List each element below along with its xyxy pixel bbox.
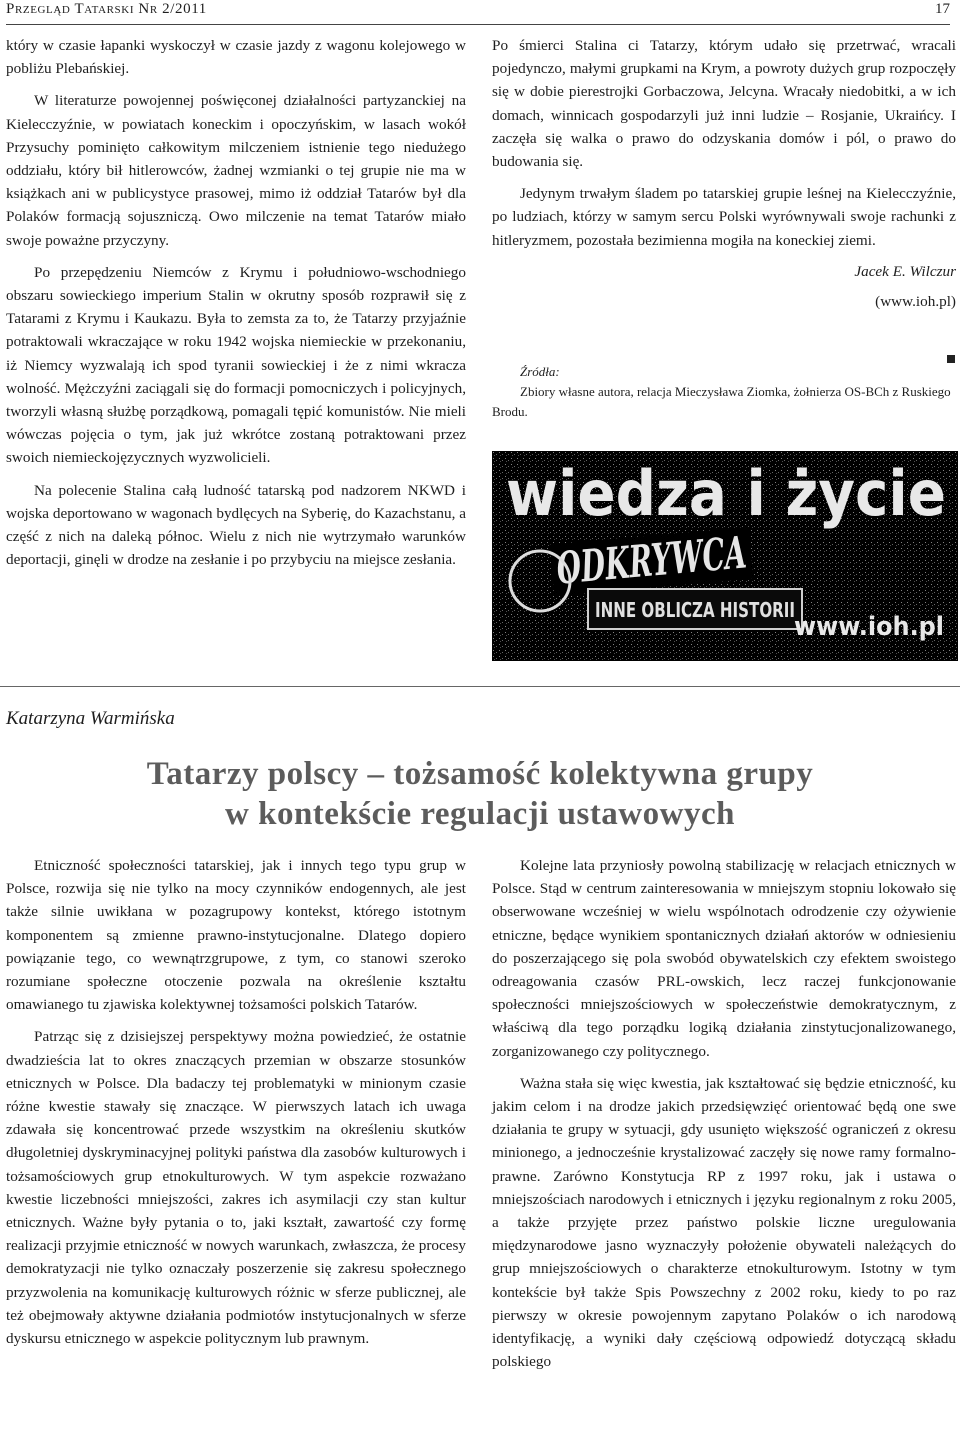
paragraph: Po przepędzeniu Niemców z Krymu i południowo-wschodniego obszaru sowieckiego imperium Stalin w okrutny sposób rozprawił się z Tatarami z Krymu i Kaukazu. Była to zemsta za to, że Tatarzy przyjaźnie potraktowali wkraczające w roku 1942 wojska niemieckie w przekonaniu, iż Niemcy wyzwalają ich spod tyranii sowieckiej i że z nimi wkracza wolność. Mężczyźni zaciągali się do formacji pomocniczych i policyjnych, tworzyli własną służbę porządkową, pomagali tępić komunistów. Nie mieli wówczas pojęcia o tym, jak już wkrótce zostaną potraktowani przez swoich niemieckojęzycznych wyzwolicieli.: [6, 263, 466, 467]
paragraph: Ważna stała się więc kwestia, jak kształtować się będzie etniczność, ku jakim celom i na drodze jakich przedsięwzięć orientować będą one swe działania te grupy w sytuacji, gdy usunięto większość ograniczeń z okresu minionego, a jednocześnie krystalizować zaczęły się nowe ramy formalno-prawne. Zarówno Konstytucja RP z 1997 roku, jak i ustawa o mniejszościach narodowych i etnicznych i języku regionalnym z roku 2005, a także przyjęte przez państwo polskie liczne uregulowania międzynarodowe jasno wyznaczyły położenie obywateli należących do grup mniejszościowych o charakterze etnokulturowym. Istotny w tym kontekście był także Spis Powszechny z 2002 roku, kiedy to po raz pierwszy w okresie powojennym zapytano Polaków o ich narodową identyfikację, a wyniki dały częściową odpowiedź dotyczącą składu polskiego: [492, 1074, 956, 1371]
title-line: Tatarzy polscy – tożsamość kolektywna grupy: [146, 756, 814, 792]
paragraph: który w czasie łapanki wyskoczył w czasie jazdy z wagonu kolejowego w pobliżu Plebańskiej.: [6, 37, 466, 78]
section-divider: [0, 686, 960, 687]
logo-subtitle: ODKRYWCA: [554, 517, 858, 595]
article-title: [60, 754, 900, 834]
author-signature: Jacek E. Wilczur: [854, 262, 956, 280]
sources-label: Źródła:: [520, 364, 560, 379]
paragraph: Kolejne lata przyniosły powolną stabilizację w relacjach etnicznych w Polsce. Stąd w centrum zainteresowania w mniejszym stopniu lokowało się obserwowane wcześniej w wielu wspólnotach odrodzenie czy ożywienie etniczne, będące wynikiem spontanicznych działań aktorów w odniesieniu do poszerzającego się pola swobód obywatelskich czy efektem swoistego odreagowania czasów PRL-owskich, lecz raczej funkcjonowanie społeczności mniejszościowych w społeczeństwie demokratycznym, z właściwą dla tego porządku logiką działania zinstytucjonalizowanego, zorganizowanego czy politycznego.: [492, 857, 956, 1060]
logo-tagline: INNE OBLICZA HISTORII: [595, 598, 795, 622]
running-header: [6, 0, 950, 25]
paragraph: W literaturze powojennej poświęconej działalności partyzanckiej na Kielecczyźnie, w powiatach koneckim i opoczyńskim, w lasach wokół Przysuchy pominięto całkowitym milczeniem istnienie tego niedużego oddziału, który bił hitlerowców, żadnej wzmianki o tej grupie nie ma w książkach ani w publicystyce prasowej, mimo iż oddział Tatarów był dla Polaków formacją sojuszniczą. Owo milczenie na temat Tatarów miało swoje poważne przyczyny.: [6, 92, 466, 249]
logo-graphic: [492, 451, 958, 661]
advertisement-logo-image: [492, 451, 958, 661]
paragraph: Patrząc się z dzisiejszej perspektywy można powiedzieć, że ostatnie dwadzieścia lat to okres znaczących przemian w obszarze stosunków etnicznych w Polsce. Dla badaczy tej problematyki w minionym czasie różne kwestie stawały się znaczące. W pierwszych latach ich uwaga zdawała się koncentrować przede wszystkim na określeniu skutków długoletniej dyskryminacyjnej polityki państwa dla zasobów kulturowych i tożsamościowych grup etnokulturowych. W tym aspekcie rozważano kwestie liczebności mniejszości, zakres ich asymilacji czy stan kultur etnicznych. Ważne były pytania o to, jaki kształt, zawartość czy formę realizacji przyjmie etniczność w nowych warunkach, zwłaszcza, że procesy demokratyzacji nie tylko oznaczały poszerzenie się zakresu społecznego przyzwolenia na komunikację kulturowych różnic w sferze publicznej, ale też obejmowały aktywne działania podmiotów instytucjonalnych w sferze dyskursu etnicznego w aspekcie politycznym lub prawnym.: [6, 1028, 466, 1348]
page-number: 17: [935, 1, 950, 17]
column-right-bottom: [492, 854, 956, 1382]
title-line: w kontekście regulacji ustawowych: [225, 796, 735, 832]
column-right-top: [492, 34, 956, 321]
sources-note: [492, 362, 956, 422]
article-author: Katarzyna Warmińska: [6, 708, 175, 729]
author-url: (www.ioh.pl): [875, 292, 956, 310]
column-left-top: [6, 34, 466, 580]
paragraph: Po śmierci Stalina ci Tatarzy, którym udało się przetrwać, wracali pojedynczo, małymi grupkami na Krym, a powroty dużych grup rozpoczęły się w dobie pierestrojki Gorbaczowa, Jelcyna. Wracały niedobitki, a w ich domach, winnicach gospodarzyli już inni ludzie – Rosjanie, Ukraińcy. I zaczęła się walka o prawo do odzyskania domów i pól, o prawo do budowania się.: [492, 37, 956, 171]
paragraph: Etniczność społeczności tatarskiej, jak i innych tego typu grup w Polsce, rozwija się nie tylko na mocy czynników endogennych, ale jest także silnie uwikłana w pozagrupowy kontekst, którego istotnym komponentem są zmienne prawno-instytucjonalne. Dlatego dopiero powiązanie tego, co wewnątrzgrupowe, z tym, co stanowi szeroko rozumiane społeczne otoczenie pozwala na określenie kształtu omawianego tu zjawiska kolektywnej tożsamości polskich Tatarów.: [6, 857, 466, 1014]
sources-text: Zbiory własne autora, relacja Mieczysława Ziomka, żołnierza OS-BCh z Ruskiego Brodu.: [492, 384, 951, 419]
paragraph: Jedynym trwałym śladem po tatarskiej grupie leśnej na Kielecczyźnie, po ludziach, którzy w samym sercu Polski wyrównywali swoje rachunki z hitleryzmem, pozostała bezimienna mogiła na koneckiej ziemi.: [492, 185, 956, 249]
logo-url: www.ioh.pl: [794, 612, 944, 642]
logo-title: wiedza i życie: [506, 457, 946, 530]
paragraph: Na polecenie Stalina całą ludność tatarską pod nadzorem NKWD i wojska deportowano w wagonach bydlęcych na Syberię, do Kazachstanu, a część z nich na daleką północ. Wielu z nich nie wytrzymało warunków deportacji, ginęli w drodze na zesłanie i po przybyciu na miejsce zesłania.: [6, 481, 466, 569]
journal-title: Przegląd Tatarski Nr 2/2011: [6, 1, 207, 17]
column-left-bottom: [6, 854, 466, 1359]
